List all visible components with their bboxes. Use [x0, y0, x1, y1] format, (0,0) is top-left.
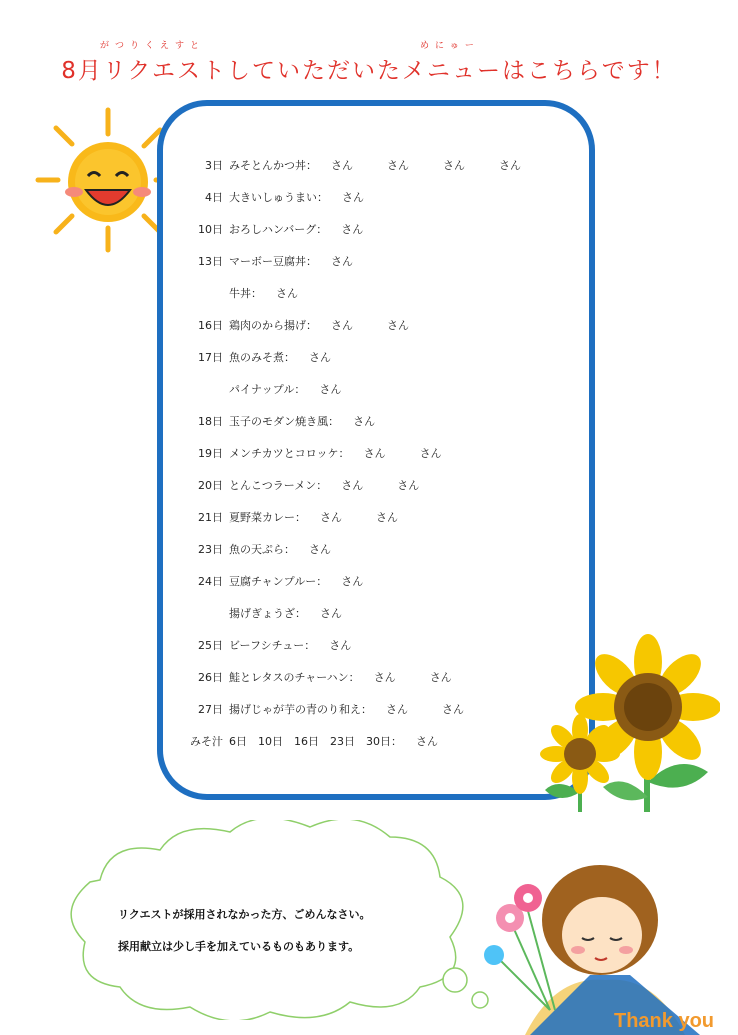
note-text: 採用献立は少し手を加えているものもあります。	[118, 940, 360, 953]
requester-name: さん	[429, 671, 452, 684]
requester-names	[364, 445, 476, 461]
menu-row	[183, 669, 486, 689]
requester-name: さん	[419, 447, 442, 460]
menu-day: 24日	[198, 575, 223, 588]
menu-day: 16日	[198, 319, 223, 332]
requester-name: さん	[319, 383, 342, 396]
menu-row	[183, 637, 385, 657]
requester-name: さん	[416, 735, 438, 748]
requester-names	[353, 413, 409, 429]
menu-dish: 鮭とレタスのチャーハン：	[229, 671, 360, 684]
menu-day: 13日	[198, 255, 223, 268]
requester-names	[329, 637, 385, 653]
menu-day: 18日	[198, 415, 223, 428]
menu-row	[183, 189, 398, 209]
menu-row	[183, 349, 365, 369]
menu-dish: 揚げじゃが芋の青のり和え：	[229, 703, 372, 716]
menu-dish: 大きいしゅうまい：	[229, 191, 328, 204]
requester-name: さん	[387, 159, 409, 172]
requester-name: さん	[320, 607, 342, 620]
menu-dish: パイナップル：	[229, 383, 306, 396]
menu-row	[183, 381, 375, 401]
menu-day: 20日	[198, 479, 223, 492]
requester-name: さん	[353, 415, 376, 428]
menu-day: 10日	[198, 223, 223, 236]
requester-name: さん	[341, 575, 364, 588]
requester-names	[331, 157, 555, 173]
menu-row	[183, 733, 472, 753]
menu-row	[183, 221, 397, 241]
requester-name: さん	[329, 639, 352, 652]
requester-names	[276, 285, 332, 301]
menu-dish: みそとんかつ丼：	[229, 159, 317, 172]
requester-name: さん	[320, 511, 342, 524]
requester-name: さん	[342, 191, 364, 204]
requester-names	[374, 669, 486, 685]
requester-name: さん	[376, 511, 398, 524]
requester-name: さん	[309, 351, 331, 364]
requester-name: さん	[276, 287, 298, 300]
requester-names	[309, 349, 365, 365]
requester-name: さん	[397, 479, 420, 492]
menu-dish: 鶏肉のから揚げ：	[229, 319, 317, 332]
menu-day: 26日	[198, 671, 223, 684]
menu-day: 25日	[198, 639, 223, 652]
menu-row	[183, 253, 387, 273]
requester-name: さん	[309, 543, 331, 556]
menu-day: 23日	[198, 543, 223, 556]
requester-name: さん	[341, 223, 364, 236]
requester-names	[319, 381, 375, 397]
menu-row	[183, 477, 453, 497]
menu-day: 4日	[205, 191, 223, 204]
requester-name: さん	[442, 703, 464, 716]
menu-row	[183, 413, 409, 433]
page-title: 8月リクエストしていただいたメニューはこちらです！	[61, 58, 677, 84]
girl-illustration	[470, 860, 730, 1035]
menu-row	[183, 285, 332, 305]
menu-dish: 魚の天ぷら：	[229, 543, 295, 556]
menu-row	[183, 541, 365, 561]
sunflower-illustration	[540, 632, 720, 817]
menu-dish: 玉子のモダン焼き風：	[229, 415, 340, 428]
requester-name: さん	[443, 159, 465, 172]
menu-dish: 豆腐チャンプルー：	[229, 575, 328, 588]
menu-dish: ビーフシチュー：	[229, 639, 316, 652]
menu-dish: おろしハンバーグ：	[229, 223, 328, 236]
requester-names	[320, 605, 376, 621]
requester-name: さん	[341, 479, 364, 492]
menu-dish: とんこつラーメン：	[229, 479, 328, 492]
requester-name: さん	[331, 319, 353, 332]
requester-names	[309, 541, 365, 557]
title-ruby-right: めにゅー	[420, 41, 480, 51]
menu-dish: 魚のみそ煮：	[229, 351, 295, 364]
menu-day: 21日	[198, 511, 223, 524]
menu-row	[183, 605, 376, 625]
menu-dish: メンチカツとコロッケ：	[229, 447, 350, 460]
title-ruby	[0, 38, 738, 52]
menu-row	[183, 317, 443, 337]
requester-name: さん	[363, 447, 386, 460]
menu-row	[183, 509, 432, 529]
requester-name: さん	[373, 671, 396, 684]
requester-names	[341, 573, 397, 589]
apology-text: リクエストが採用されなかった方、ごめんなさい。	[118, 908, 371, 921]
menu-row	[183, 701, 498, 721]
menu-day: 17日	[198, 351, 223, 364]
menu-day: みそ汁	[190, 735, 223, 748]
menu-day: 3日	[205, 159, 223, 172]
requester-names	[320, 509, 432, 525]
requester-names	[416, 733, 472, 749]
menu-row	[183, 445, 476, 465]
thank-you-label: Thank you	[614, 1010, 715, 1032]
menu-dish: 牛丼：	[229, 287, 262, 300]
menu-day: 27日	[198, 703, 223, 716]
requester-names	[341, 477, 453, 493]
menu-row	[183, 573, 397, 593]
menu-dish: 6日 10日 16日 23日 30日：	[229, 735, 402, 748]
requester-names	[386, 701, 498, 717]
requester-name: さん	[331, 159, 353, 172]
menu-dish: 夏野菜カレー：	[229, 511, 306, 524]
menu-dish: 揚げぎょうざ：	[229, 607, 306, 620]
requester-names	[331, 253, 387, 269]
menu-row	[183, 157, 555, 177]
requester-name: さん	[386, 703, 408, 716]
requester-names	[341, 221, 397, 237]
menu-dish: マーボー豆腐丼：	[229, 255, 317, 268]
requester-name: さん	[387, 319, 409, 332]
requester-names	[342, 189, 398, 205]
title-ruby-left: がつりくえすと	[100, 41, 206, 51]
requester-names	[331, 317, 443, 333]
requester-name: さん	[499, 159, 521, 172]
requester-name: さん	[331, 255, 353, 268]
menu-day: 19日	[198, 447, 223, 460]
